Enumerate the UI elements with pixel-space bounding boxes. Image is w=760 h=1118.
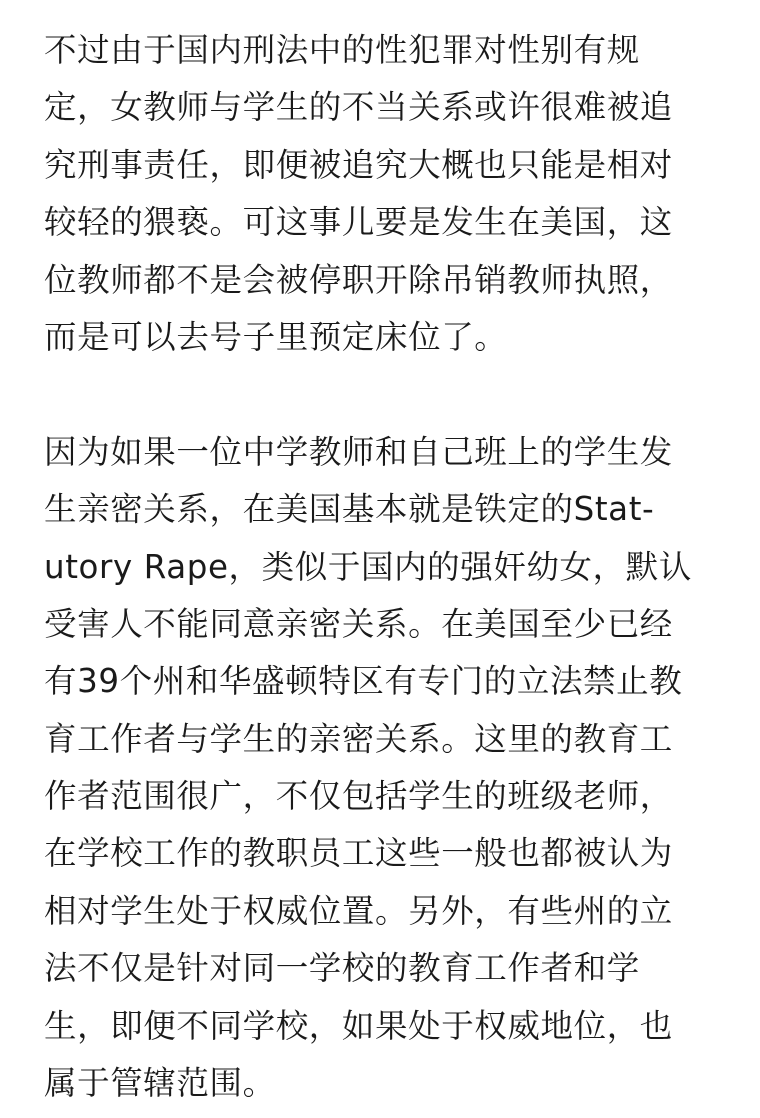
text-line: 因为如果一位中学教师和自己班上的学生发 bbox=[44, 432, 673, 471]
text-line: 生亲密关系，在美国基本就是铁定的Stat- bbox=[44, 490, 655, 529]
text-line: 属于管辖范围。 bbox=[44, 1064, 276, 1103]
text-line: 较轻的猥亵。可这事儿要是发生在美国，这 bbox=[44, 203, 673, 242]
text-line: 定，女教师与学生的不当关系或许很难被追 bbox=[44, 88, 673, 127]
paragraph-gap bbox=[44, 366, 720, 423]
paragraph-1 bbox=[44, 22, 720, 366]
article-body bbox=[44, 22, 720, 1112]
text-line: 位教师都不是会被停职开除吊销教师执照， bbox=[44, 260, 673, 299]
text-line: 作者范围很广，不仅包括学生的班级老师， bbox=[44, 777, 673, 816]
text-line: 相对学生处于权威位置。另外，有些州的立 bbox=[44, 891, 673, 930]
text-line: 法不仅是针对同一学校的教育工作者和学 bbox=[44, 949, 640, 988]
text-line: 而是可以去号子里预定床位了。 bbox=[44, 317, 508, 356]
text-line: 有39个州和华盛顿特区有专门的立法禁止教 bbox=[44, 662, 683, 701]
text-line: 究刑事责任，即便被追究大概也只能是相对 bbox=[44, 145, 673, 184]
text-line: 受害人不能同意亲密关系。在美国至少已经 bbox=[44, 604, 673, 643]
text-line: 在学校工作的教职员工这些一般也都被认为 bbox=[44, 834, 673, 873]
text-line: 不过由于国内刑法中的性犯罪对性别有规 bbox=[44, 31, 640, 69]
paragraph-2 bbox=[44, 424, 720, 1113]
text-line: 育工作者与学生的亲密关系。这里的教育工 bbox=[44, 719, 673, 758]
text-line: utory Rape，类似于国内的强奸幼女，默认 bbox=[44, 547, 692, 586]
text-line: 生，即便不同学校，如果处于权威地位，也 bbox=[44, 1006, 673, 1045]
